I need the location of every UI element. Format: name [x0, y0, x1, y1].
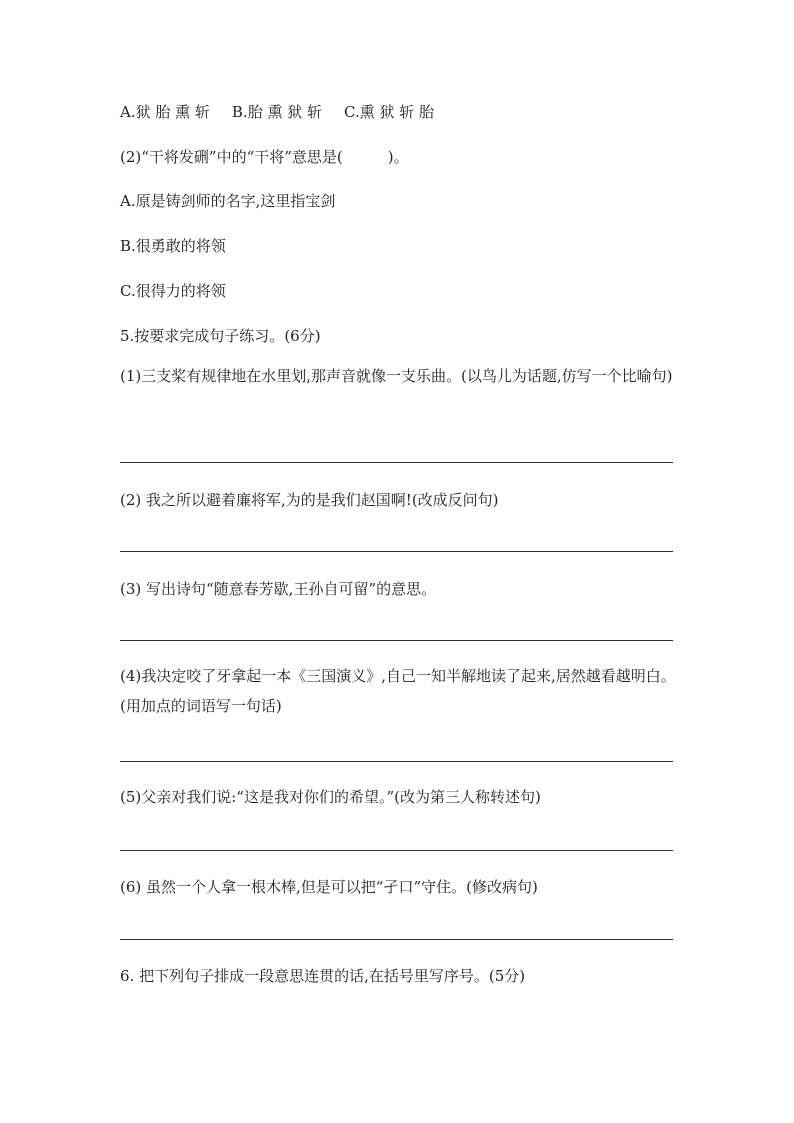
- q4-sub2-option-c: C.很得力的将领: [120, 282, 226, 300]
- q6-title: 6. 把下列句子排成一段意思连贯的话,在括号里写序号。(5分): [120, 967, 526, 985]
- answer-line-3[interactable]: [120, 640, 673, 641]
- q4-sub2-question: (2)“干将发硎”中的“干将”意思是( )。: [120, 148, 409, 166]
- q5-item-1: (1)三支桨有规律地在水里划,那声音就像一支乐曲。(以鸟儿为话题,仿写一个比喻句): [120, 367, 673, 385]
- q4-options-row: [120, 101, 680, 123]
- q4-sub2-option-b: B.很勇敢的将领: [120, 237, 226, 255]
- option-a: A.狱 胎 熏 斩: [120, 103, 210, 121]
- q5-title: 5.按要求完成句子练习。(6分): [120, 327, 321, 345]
- answer-line-4[interactable]: [120, 761, 673, 762]
- answer-line-2[interactable]: [120, 551, 673, 552]
- q5-item-4: (4)我决定咬了牙拿起一本《三国演义》,自己一知半解地读了起来,居然越看越明白。(用加点的词语写一句话): [120, 667, 676, 715]
- q5-item-6: (6) 虽然一个人拿一根木棒,但是可以把“孑口”守住。(修改病句): [120, 878, 538, 896]
- answer-line-1[interactable]: [120, 462, 673, 463]
- q5-item-2: (2) 我之所以避着廉将军,为的是我们赵国啊!(改成反问句): [120, 491, 499, 509]
- answer-line-5[interactable]: [120, 850, 673, 851]
- q4-sub2-option-a: A.原是铸剑师的名字,这里指宝剑: [120, 192, 336, 210]
- q5-item-5: (5)父亲对我们说:“这是我对你们的希望。”(改为第三人称转述句): [120, 788, 541, 806]
- answer-line-6[interactable]: [120, 939, 673, 940]
- q5-item-3: (3) 写出诗句“随意春芳歇,王孙自可留”的意思。: [120, 580, 437, 598]
- option-b: B.胎 熏 狱 斩: [231, 103, 323, 121]
- option-c: C.熏 狱 斩 胎: [344, 103, 435, 121]
